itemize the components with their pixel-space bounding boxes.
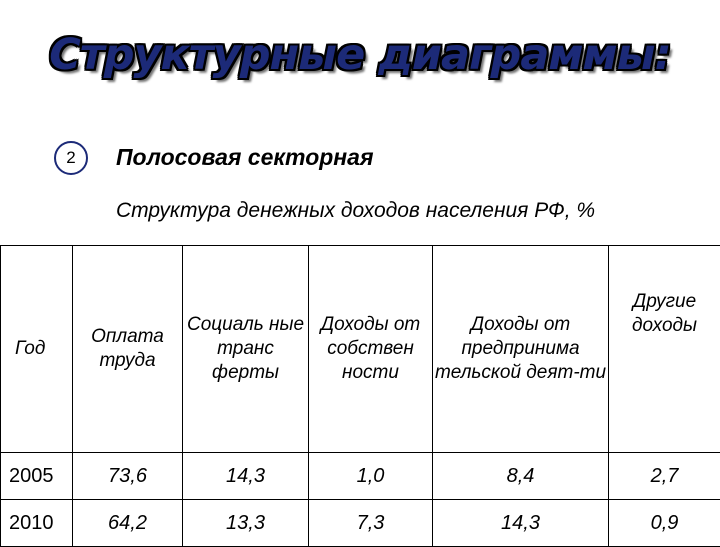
table-row [1,453,720,500]
cell-business-income: 14,3 [433,500,609,547]
section-title: Полосовая секторная [116,144,374,171]
table-caption: Структура денежных доходов населения РФ, % [116,199,595,223]
cell-wages: 73,6 [73,453,183,500]
cell-wages: 64,2 [73,500,183,547]
cell-social-transfers: 14,3 [183,453,309,500]
table-row [1,500,720,547]
cell-year: 2010 [1,500,73,547]
cell-social-transfers: 13,3 [183,500,309,547]
header-business-income: Доходы от предпринима тельской деят-ти [433,246,609,453]
income-structure-table [0,245,720,547]
cell-other-income: 2,7 [609,453,720,500]
table-header-row [1,246,720,453]
header-other-income: Другие доходы [609,246,720,453]
cell-business-income: 8,4 [433,453,609,500]
cell-property-income: 7,3 [309,500,433,547]
cell-year: 2005 [1,453,73,500]
section-number-badge: 2 [54,141,88,175]
header-year: Год [1,246,73,453]
cell-property-income: 1,0 [309,453,433,500]
header-social-transfers: Социаль ные транс ферты [183,246,309,453]
header-wages: Оплата труда [73,246,183,453]
slide-title: Структурные диаграммы: [0,30,720,80]
cell-other-income: 0,9 [609,500,720,547]
header-property-income: Доходы от собствен ности [309,246,433,453]
